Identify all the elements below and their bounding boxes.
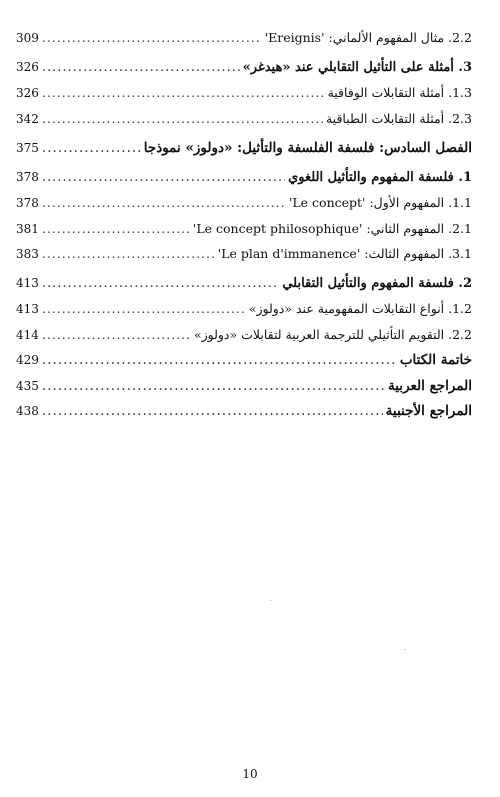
- dot-leader: [42, 246, 215, 261]
- dot-leader: [42, 195, 286, 210]
- dot-leader: [42, 221, 190, 236]
- toc-chapter-entry: [16, 403, 472, 429]
- toc-entry-page: 414: [16, 327, 39, 342]
- toc-entry-page: 383: [16, 247, 39, 261]
- toc-entry-page: 326: [16, 59, 39, 74]
- toc-entry-page: 413: [16, 302, 39, 316]
- toc-entry-title: خاتمة الكتاب: [399, 352, 472, 368]
- dot-leader: [42, 276, 279, 291]
- toc-entry-title: 2. فلسفة المفهوم والتأثيل التقابلي: [282, 275, 472, 291]
- table-of-contents: [16, 30, 472, 429]
- toc-entry: [16, 170, 472, 196]
- dot-leader: [42, 352, 397, 368]
- toc-entry-page: 381: [16, 221, 39, 236]
- toc-entry-page: 375: [16, 141, 39, 155]
- dot-leader: [42, 403, 383, 419]
- toc-entry: [16, 195, 472, 221]
- toc-entry-title: 3. أمثلة على التأثيل التقابلي عند «هيدغر»: [242, 59, 472, 75]
- scan-speck: [404, 649, 405, 650]
- toc-entry-title: 1.2. أنواع التقابلات المفهومية عند «دولوز»: [248, 301, 472, 316]
- dot-leader: [42, 111, 323, 126]
- toc-entry: [16, 276, 472, 302]
- toc-entry-page: 435: [16, 378, 39, 393]
- toc-entry: [16, 60, 472, 86]
- toc-entry-title: 2.2. التقويم التأثيلي للترجمة العربية لتقابلات «دولوز»: [193, 326, 472, 342]
- toc-entry-title: 1. فلسفة المفهوم والتأثيل اللغوي: [288, 169, 472, 185]
- dot-leader: [42, 60, 240, 75]
- toc-entry: [16, 85, 472, 111]
- dot-leader: [42, 378, 385, 394]
- toc-entry-title: 1.1. المفهوم الأول: 'Le concept': [288, 195, 472, 210]
- toc-entry-page: 309: [16, 31, 39, 45]
- toc-entry-title: المراجع العربية: [388, 377, 472, 394]
- dot-leader: [42, 327, 191, 342]
- toc-entry-page: 378: [16, 169, 39, 184]
- toc-chapter-entry: [16, 140, 472, 166]
- toc-entry: [16, 221, 472, 247]
- dot-leader: [42, 301, 246, 316]
- toc-entry-page: 326: [16, 86, 39, 100]
- toc-entry: [16, 301, 472, 327]
- dot-leader: [42, 170, 285, 185]
- toc-entry-title: 2.1. المفهوم الثاني: 'Le concept philosophique': [192, 220, 472, 236]
- toc-entry: [16, 30, 472, 56]
- toc-chapter-entry: [16, 378, 472, 404]
- scan-speck: [270, 600, 271, 601]
- toc-entry-page: 378: [16, 196, 39, 210]
- toc-entry-title: المراجع الأجنبية: [385, 403, 472, 419]
- toc-entry-page: 342: [16, 111, 39, 126]
- toc-entry-page: 429: [16, 353, 39, 367]
- toc-entry: [16, 246, 472, 272]
- toc-entry-page: 413: [16, 275, 39, 290]
- toc-entry-title: 1.3. أمثلة التقابلات الوفاقية: [327, 85, 472, 100]
- dot-leader: [42, 85, 325, 100]
- toc-entry-title: الفصل السادس: فلسفة الفلسفة والتأثيل: «دولوز» نموذجا: [143, 140, 472, 156]
- toc-entry-page: 438: [16, 404, 39, 418]
- toc-entry-title: 3.1. المفهوم الثالث: 'Le plan d'immanence': [217, 246, 472, 261]
- toc-entry: [16, 327, 472, 353]
- dot-leader: [42, 30, 262, 45]
- dot-leader: [42, 140, 141, 156]
- page-number: 10: [242, 767, 258, 781]
- toc-chapter-entry: [16, 352, 472, 378]
- toc-entry-title: 2.3. أمثلة التقابلات الطباقية: [325, 110, 472, 126]
- toc-entry-title: 2.2. مثال المفهوم الألماني: 'Ereignis': [264, 30, 472, 45]
- toc-entry: [16, 111, 472, 137]
